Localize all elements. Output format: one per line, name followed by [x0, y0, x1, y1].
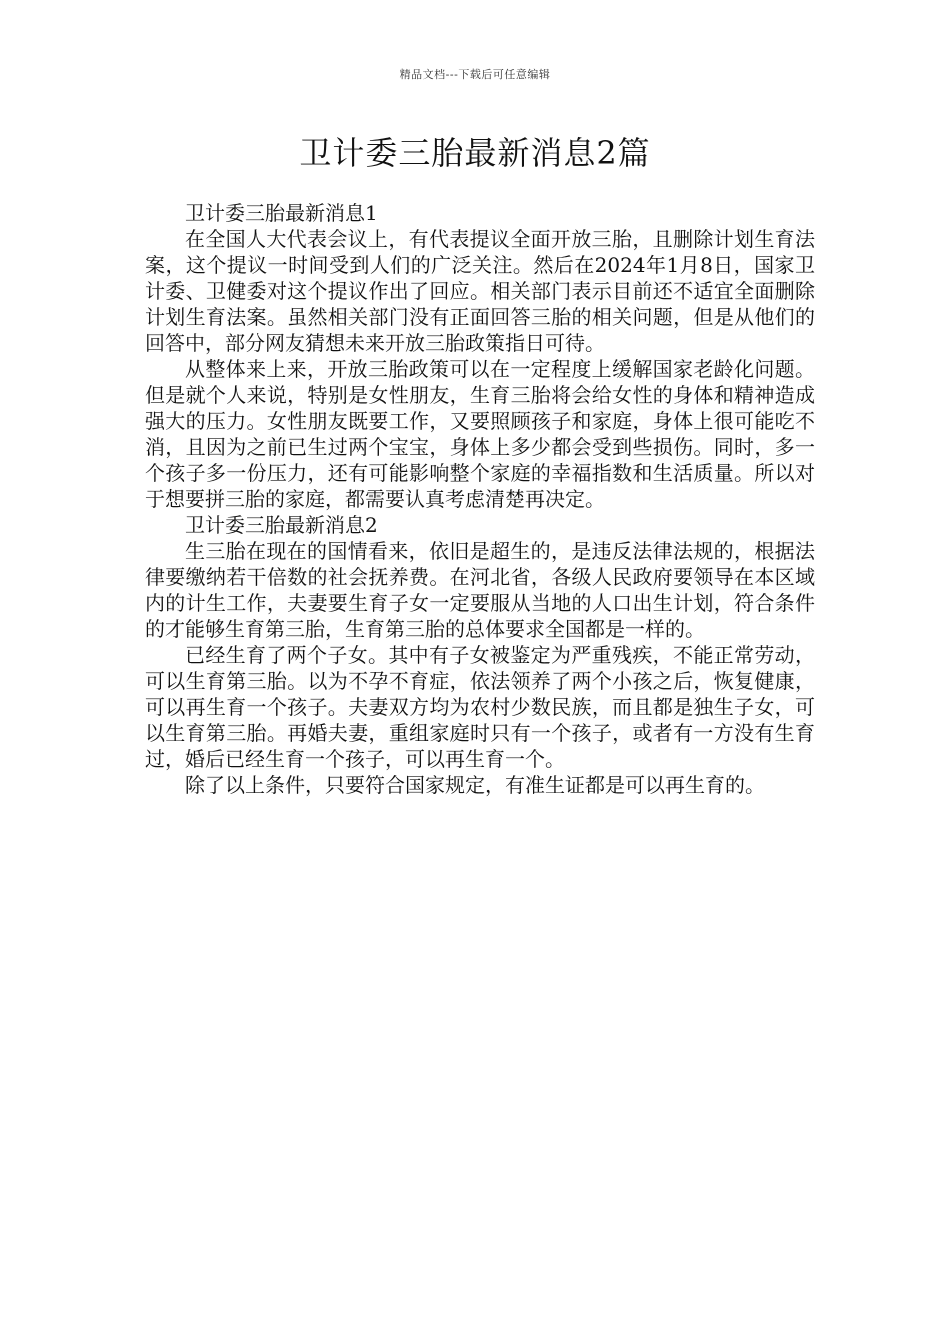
paragraph: 从整体来上来，开放三胎政策可以在一定程度上缓解国家老龄化问题。但是就个人来说，特别是女性朋友，生育三胎将会给女性的身体和精神造成强大的压力。女性朋友既要工作，又要照顾孩子和家庭，身体上很可能吃不消，且因为之前已生过两个宝宝，身体上多少都会受到些损伤。同时，多一个孩子多一份压力，还有可能影响整个家庭的幸福指数和生活质量。所以对于想要拼三胎的家庭，都需要认真考虑清楚再决定。 — [145, 357, 815, 511]
paragraph: 在全国人大代表会议上，有代表提议全面开放三胎，且删除计划生育法案，这个提议一时间受到人们的广泛关注。然后在2024年1月8日，国家卫计委、卫健委对这个提议作出了回应。相关部门表示目前还不适宜全面删除计划生育法案。虽然相关部门没有正面回答三胎的相关问题，但是从他们的回答中，部分网友猜想未来开放三胎政策指日可待。 — [145, 227, 815, 355]
paragraph: 除了以上条件，只要符合国家规定，有准生证都是可以再生育的。 — [185, 773, 765, 797]
paragraph: 生三胎在现在的国情看来，依旧是超生的，是违反法律法规的，根据法律要缴纳若干倍数的社会抚养费。在河北省，各级人民政府要领导在本区域内的计生工作，夫妻要生育子女一定要服从当地的人口出生计划，符合条件的才能够生育第三胎，生育第三胎的总体要求全国都是一样的。 — [145, 539, 815, 641]
section-heading-1: 卫计委三胎最新消息1 — [185, 201, 378, 225]
paragraph: 已经生育了两个子女。其中有子女被鉴定为严重残疾，不能正常劳动，可以生育第三胎。以为不孕不育症，依法领养了两个小孩之后，恢复健康，可以再生育一个孩子。夫妻双方均为农村少数民族，而且都是独生子女，可以生育第三胎。再婚夫妻，重组家庭时只有一个孩子，或者有一方没有生育过，婚后已经生育一个孩子，可以再生育一个。 — [145, 643, 815, 771]
section-heading-2: 卫计委三胎最新消息2 — [185, 513, 378, 537]
document-body — [145, 200, 815, 798]
document-title: 卫计委三胎最新消息2篇 — [299, 134, 651, 172]
header-note: 精品文档---下载后可任意编辑 — [399, 68, 551, 81]
